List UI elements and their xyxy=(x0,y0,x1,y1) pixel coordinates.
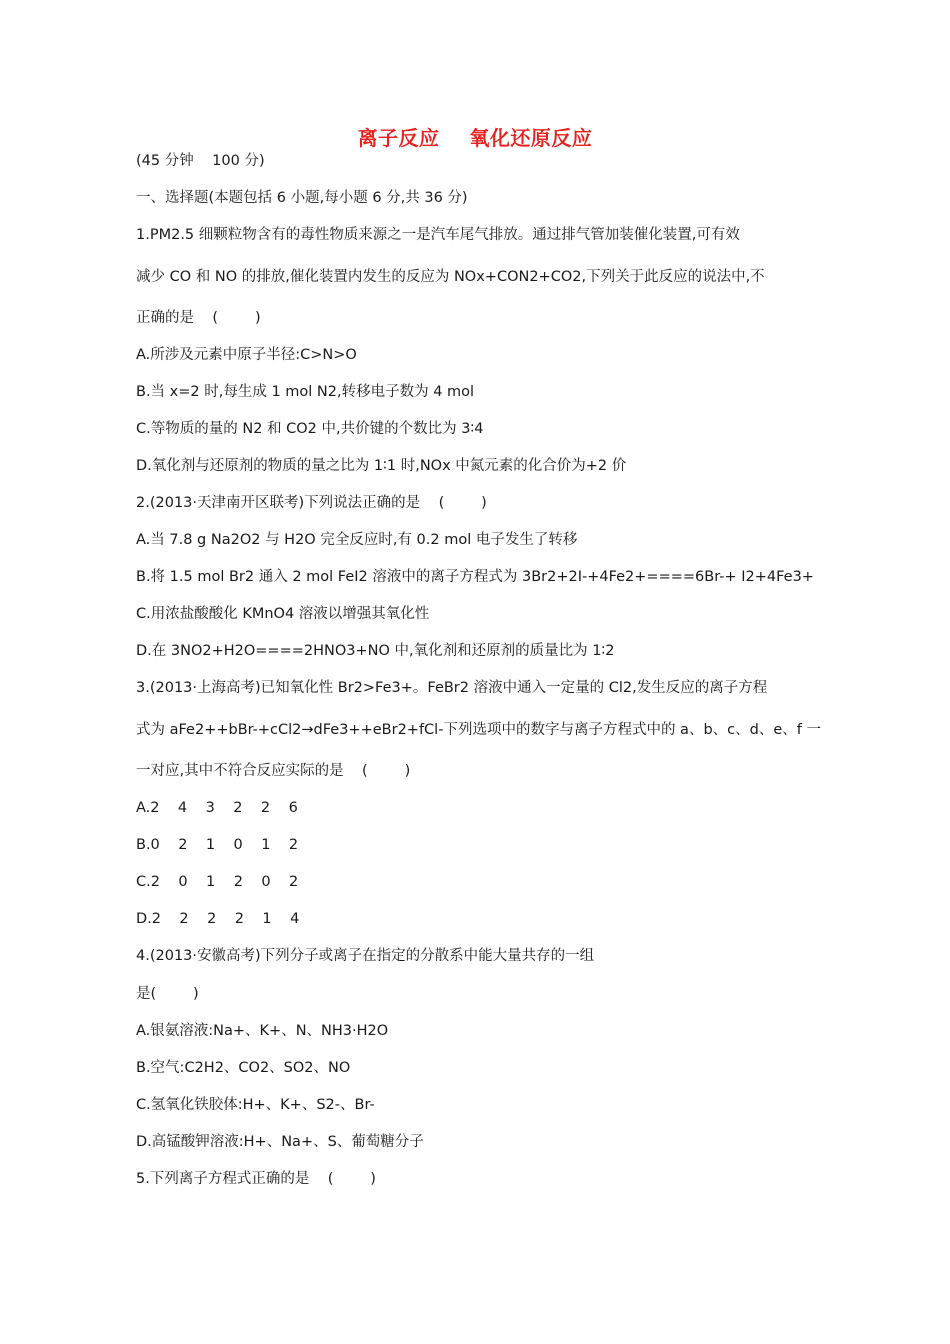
question-1-option-c: C.等物质的量的 N2 和 CO2 中,共价键的个数比为 3∶4 xyxy=(136,421,484,437)
question-4-option-b: B.空气:C2H2、CO2、SO2、NO xyxy=(136,1060,351,1076)
question-1-option-d: D.氧化剂与还原剂的物质的量之比为 1∶1 时,NOx 中氮元素的化合价为+2 价 xyxy=(136,458,627,474)
question-3-line-1: 3.(2013·上海高考)已知氧化性 Br2>Fe3+。FeBr2 溶液中通入一定量的 Cl2,发生反应的离子方程 xyxy=(136,680,768,696)
question-3-option-b: B.0 2 1 0 1 2 xyxy=(136,837,299,853)
page-title: 离子反应 氧化还原反应 xyxy=(357,126,593,150)
question-2-option-a: A.当 7.8 g Na2O2 与 H2O 完全反应时,有 0.2 mol 电子发生了转移 xyxy=(136,532,578,548)
question-1-option-b: B.当 x=2 时,每生成 1 mol N2,转移电子数为 4 mol xyxy=(136,384,475,400)
question-3-line-2: 式为 aFe2++bBr-+cCl2→dFe3++eBr2+fCl-下列选项中的数字与离子方程式中的 a、b、c、d、e、f 一 xyxy=(136,722,821,738)
question-2-option-d: D.在 3NO2+H2O====2HNO3+NO 中,氧化剂和还原剂的质量比为 1∶2 xyxy=(136,643,615,659)
question-4-option-a: A.银氨溶液:Na+、K+、N、NH3·H2O xyxy=(136,1023,389,1039)
question-1-line-3: 正确的是 ( ) xyxy=(136,310,261,326)
question-1-line-1: 1.PM2.5 细颗粒物含有的毒性物质来源之一是汽车尾气排放。通过排气管加装催化装置,可有效 xyxy=(136,227,740,243)
question-4-option-d: D.高锰酸钾溶液:H+、Na+、S、葡萄糖分子 xyxy=(136,1134,424,1150)
question-2-stem: 2.(2013·天津南开区联考)下列说法正确的是 ( ) xyxy=(136,495,487,511)
question-2-option-c: C.用浓盐酸酸化 KMnO4 溶液以增强其氧化性 xyxy=(136,606,430,622)
question-2-option-b: B.将 1.5 mol Br2 通入 2 mol FeI2 溶液中的离子方程式为 3Br2+2I-+4Fe2+====6Br-+ I2+4Fe3+ xyxy=(136,569,814,585)
question-1-line-2: 减少 CO 和 NO 的排放,催化装置内发生的反应为 NOx+CON2+CO2,下列关于此反应的说法中,不 xyxy=(136,269,765,285)
section-heading: 一、选择题(本题包括 6 小题,每小题 6 分,共 36 分) xyxy=(136,190,468,206)
question-3-option-a: A.2 4 3 2 2 6 xyxy=(136,800,298,816)
exam-time-score: (45 分钟 100 分) xyxy=(136,153,265,169)
question-3-option-c: C.2 0 1 2 0 2 xyxy=(136,874,299,890)
question-4-line-2: 是( ) xyxy=(136,986,199,1002)
question-4-option-c: C.氢氧化铁胶体:H+、K+、S2-、Br- xyxy=(136,1097,375,1113)
question-3-line-3: 一对应,其中不符合反应实际的是 ( ) xyxy=(136,763,411,779)
question-3-option-d: D.2 2 2 2 1 4 xyxy=(136,911,300,927)
question-4-line-1: 4.(2013·安徽高考)下列分子或离子在指定的分散系中能大量共存的一组 xyxy=(136,948,595,964)
question-1-option-a: A.所涉及元素中原子半径:C>N>O xyxy=(136,347,357,363)
question-5-stem: 5.下列离子方程式正确的是 ( ) xyxy=(136,1171,376,1187)
